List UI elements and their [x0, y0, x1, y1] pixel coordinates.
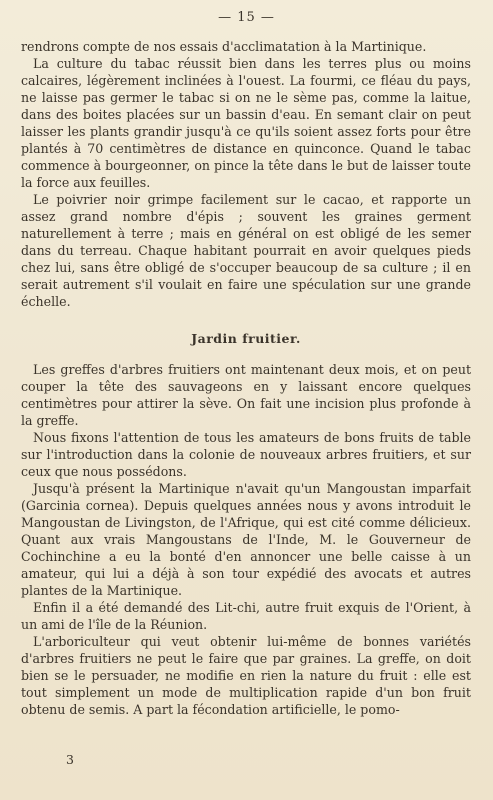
- section-heading: Jardin fruitier.: [191, 331, 301, 346]
- paragraph: L'arboriculteur qui veut obtenir lui-même de bonnes variétés d'arbres fruitiers ne peut le faire que par graines. La greffe, on doit bien se le persuader, ne modifie en rien la nature du fruit : elle est tout simplement un mode de multiplication rapide d'un bon fruit obtenu de semis. A part la fécondation artificielle, le pomo-: [21, 634, 471, 717]
- paragraph: La culture du tabac réussit bien dans les terres plus ou moins calcaires, légèrement inclinées à l'ouest. La fourmi, ce fléau du pays, ne laisse pas germer le tabac si on ne le sème pas, comme la laitue, dans des boites placées sur un bassin d'eau. En semant clair on peut laisser les plants grandir jusqu'à ce qu'ils soient assez forts pour être plantés à 70 centimètres de distance en quinconce. Quand le tabac commence à bourgeonner, on pince la tête dans le but de laisser toute la force aux feuilles.: [21, 56, 471, 190]
- paragraph: Nous fixons l'attention de tous les amateurs de bons fruits de table sur l'introduction dans la colonie de nouveaux arbres fruitiers, et sur ceux que nous possédons.: [21, 430, 471, 479]
- paragraph: Le poivrier noir grimpe facilement sur le cacao, et rapporte un assez grand nombre d'épis ; souvent les graines germent naturellement à terre ; mais en général on est obligé de les semer dans du terreau. Chaque habitant pourrait en avoir quelques pieds chez lui, sans être obligé de s'occuper beaucoup de sa culture ; il en serait autrement s'il voulait en faire une spéculation sur une grande échelle.: [21, 192, 471, 309]
- page-body: [21, 38, 471, 718]
- paragraph: Jusqu'à présent la Martinique n'avait qu'un Mangoustan imparfait (Garcinia cornea). Depuis quelques années nous y avons introduit le Mangoustan de Livingston, de l'Afrique, qui est cité comme délicieux. Quant aux vrais Mangoustans de l'Inde, M. le Gouverneur de Cochinchine a eu la bonté d'en annoncer une belle caisse à un amateur, qui lui a déjà à son tour expédié des avocats et autres plantes de la Martinique.: [21, 481, 471, 598]
- signature-mark: 3: [66, 752, 74, 767]
- page-number: — 15 —: [218, 10, 275, 25]
- paragraph: rendrons compte de nos essais d'acclimatation à la Martinique.: [21, 39, 427, 54]
- paragraph: Les greffes d'arbres fruitiers ont maintenant deux mois, et on peut couper la tête des sauvageons en y laissant encore quelques centimètres pour attirer la sève. On fait une incision plus profonde à la greffe.: [21, 362, 471, 428]
- paragraph: Enfin il a été demandé des Lit-chi, autre fruit exquis de l'Orient, à un ami de l'île de la Réunion.: [21, 600, 471, 632]
